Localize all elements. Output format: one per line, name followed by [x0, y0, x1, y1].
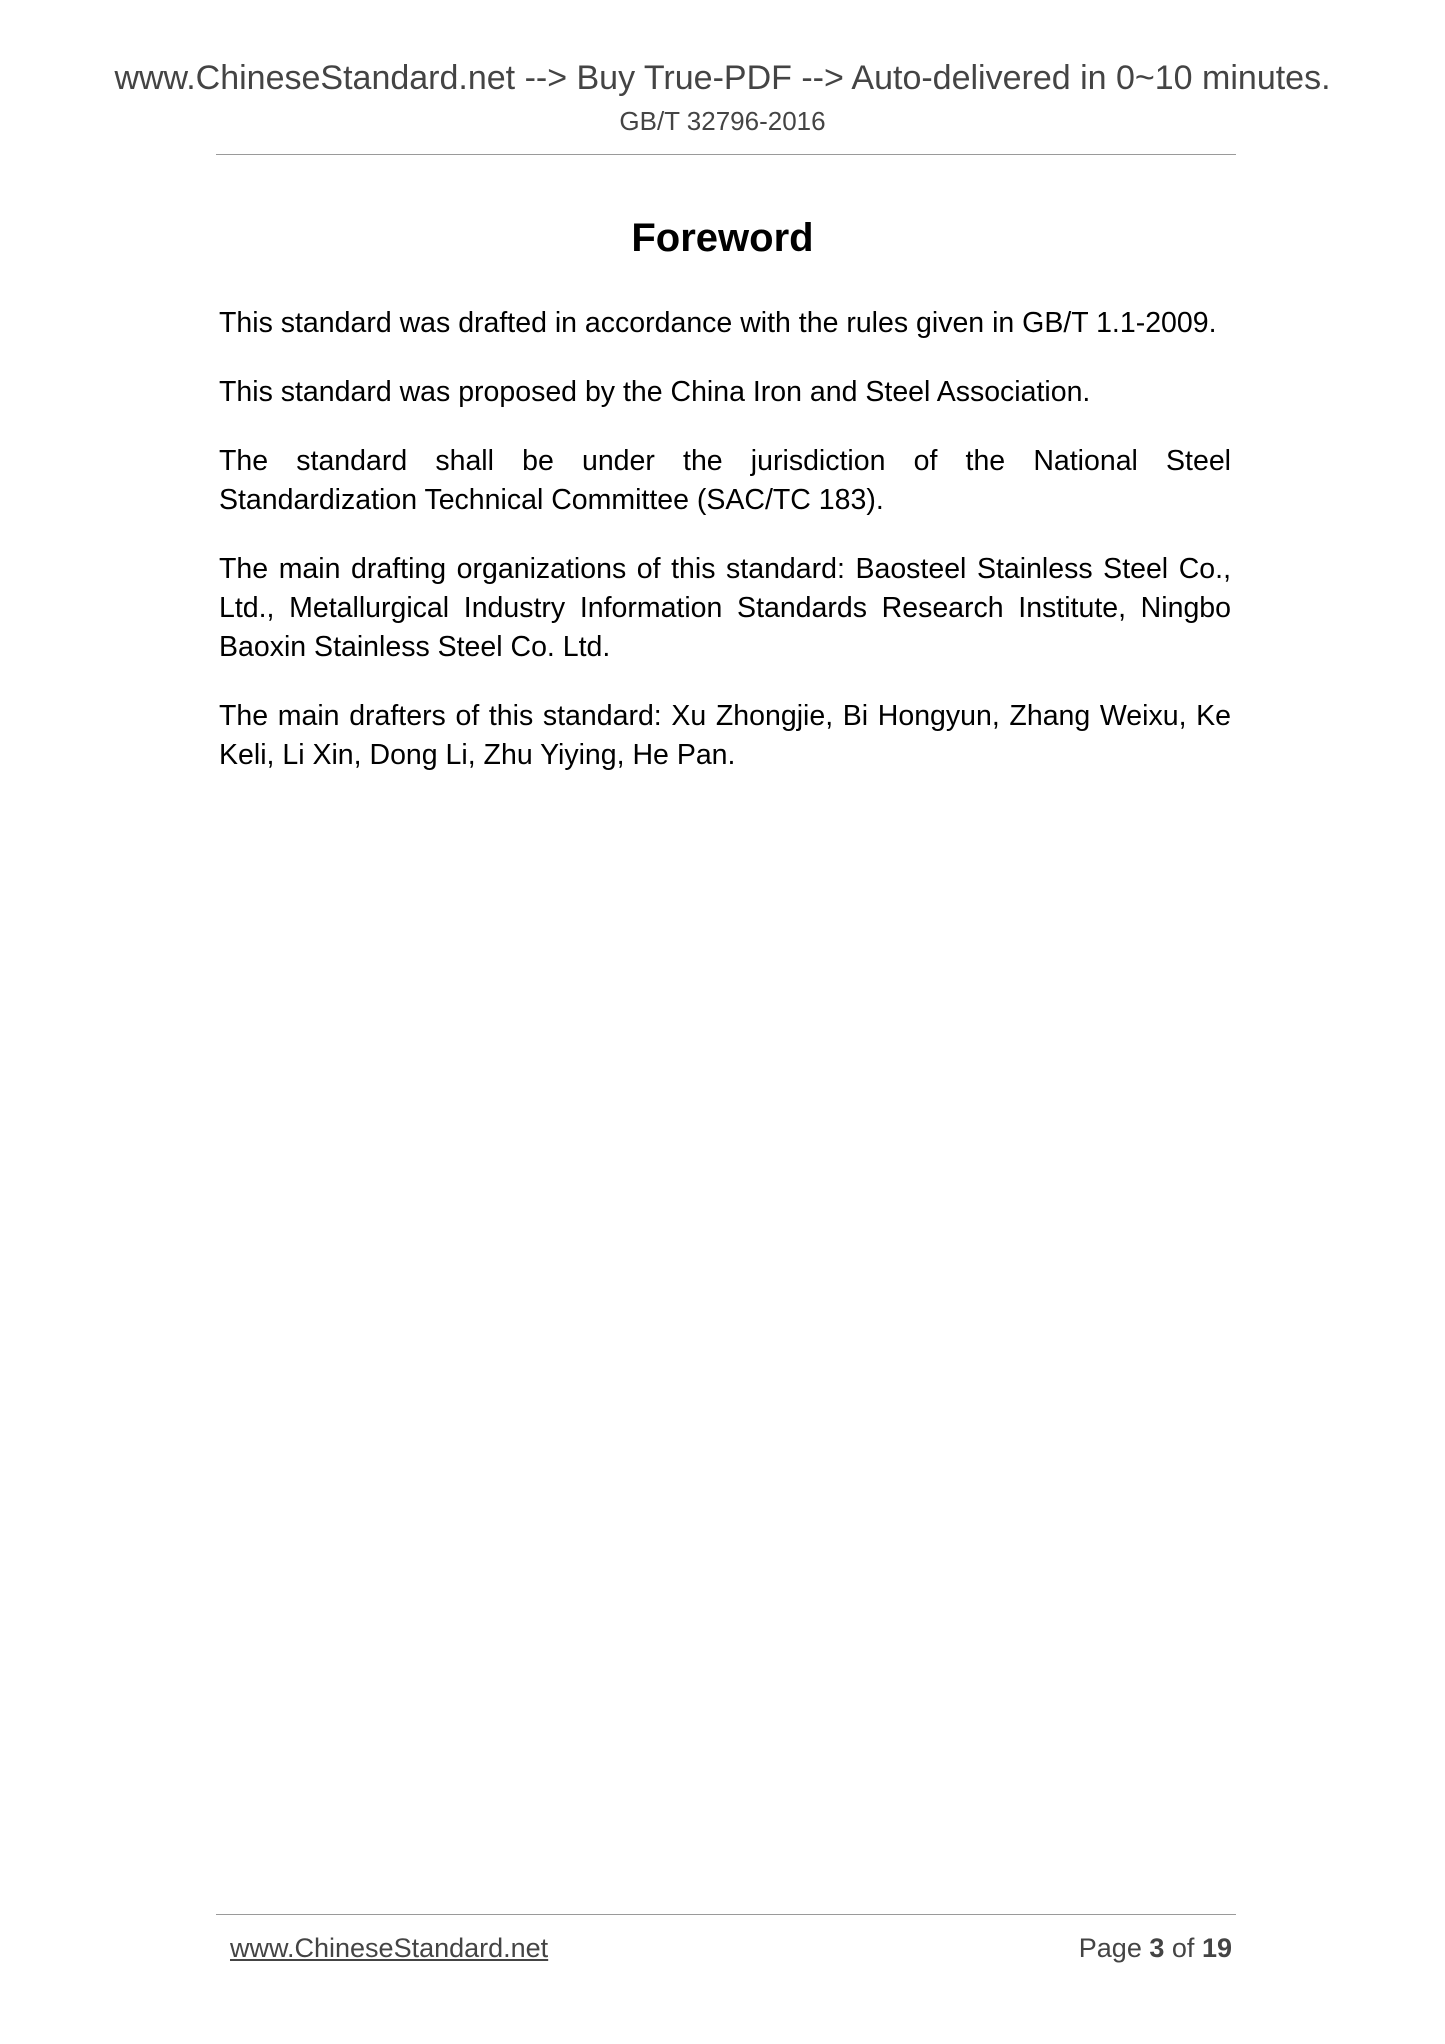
paragraph-drafting-organizations: The main drafting organizations of this standard: Baosteel Stainless Steel Co., Ltd., Metallurgical Industry Information Standards Research Institute, Ningbo Baoxin Stainless Steel Co. Ltd. [219, 553, 1231, 663]
page-total: 19 [1201, 1933, 1232, 1963]
foreword-body [219, 304, 1231, 805]
standard-code: GB/T 32796-2016 [619, 106, 826, 136]
footer-divider [216, 1914, 1236, 1915]
header-divider [216, 154, 1236, 155]
page-prefix: Page [1078, 1933, 1142, 1963]
paragraph-drafting-rules: This standard was drafted in accordance with the rules given in GB/T 1.1-2009. [219, 307, 1217, 339]
header-banner: www.ChineseStandard.net --> Buy True-PDF --> Auto-delivered in 0~10 minutes. [114, 59, 1331, 97]
page-current: 3 [1149, 1933, 1165, 1963]
paragraph-proposed-by: This standard was proposed by the China Iron and Steel Association. [219, 376, 1091, 408]
paragraph-drafters: The main drafters of this standard: Xu Zhongjie, Bi Hongyun, Zhang Weixu, Ke Keli, Li Xin, Dong Li, Zhu Yiying, He Pan. [219, 700, 1231, 771]
paragraph-jurisdiction: The standard shall be under the jurisdiction of the National Steel Standardization Technical Committee (SAC/TC 183). [219, 445, 1231, 516]
footer-website-link[interactable]: www.ChineseStandard.net [230, 1933, 549, 1963]
page-of: of [1171, 1933, 1195, 1963]
page-number [1079, 1930, 1232, 1966]
page-title: Foreword [631, 216, 814, 260]
